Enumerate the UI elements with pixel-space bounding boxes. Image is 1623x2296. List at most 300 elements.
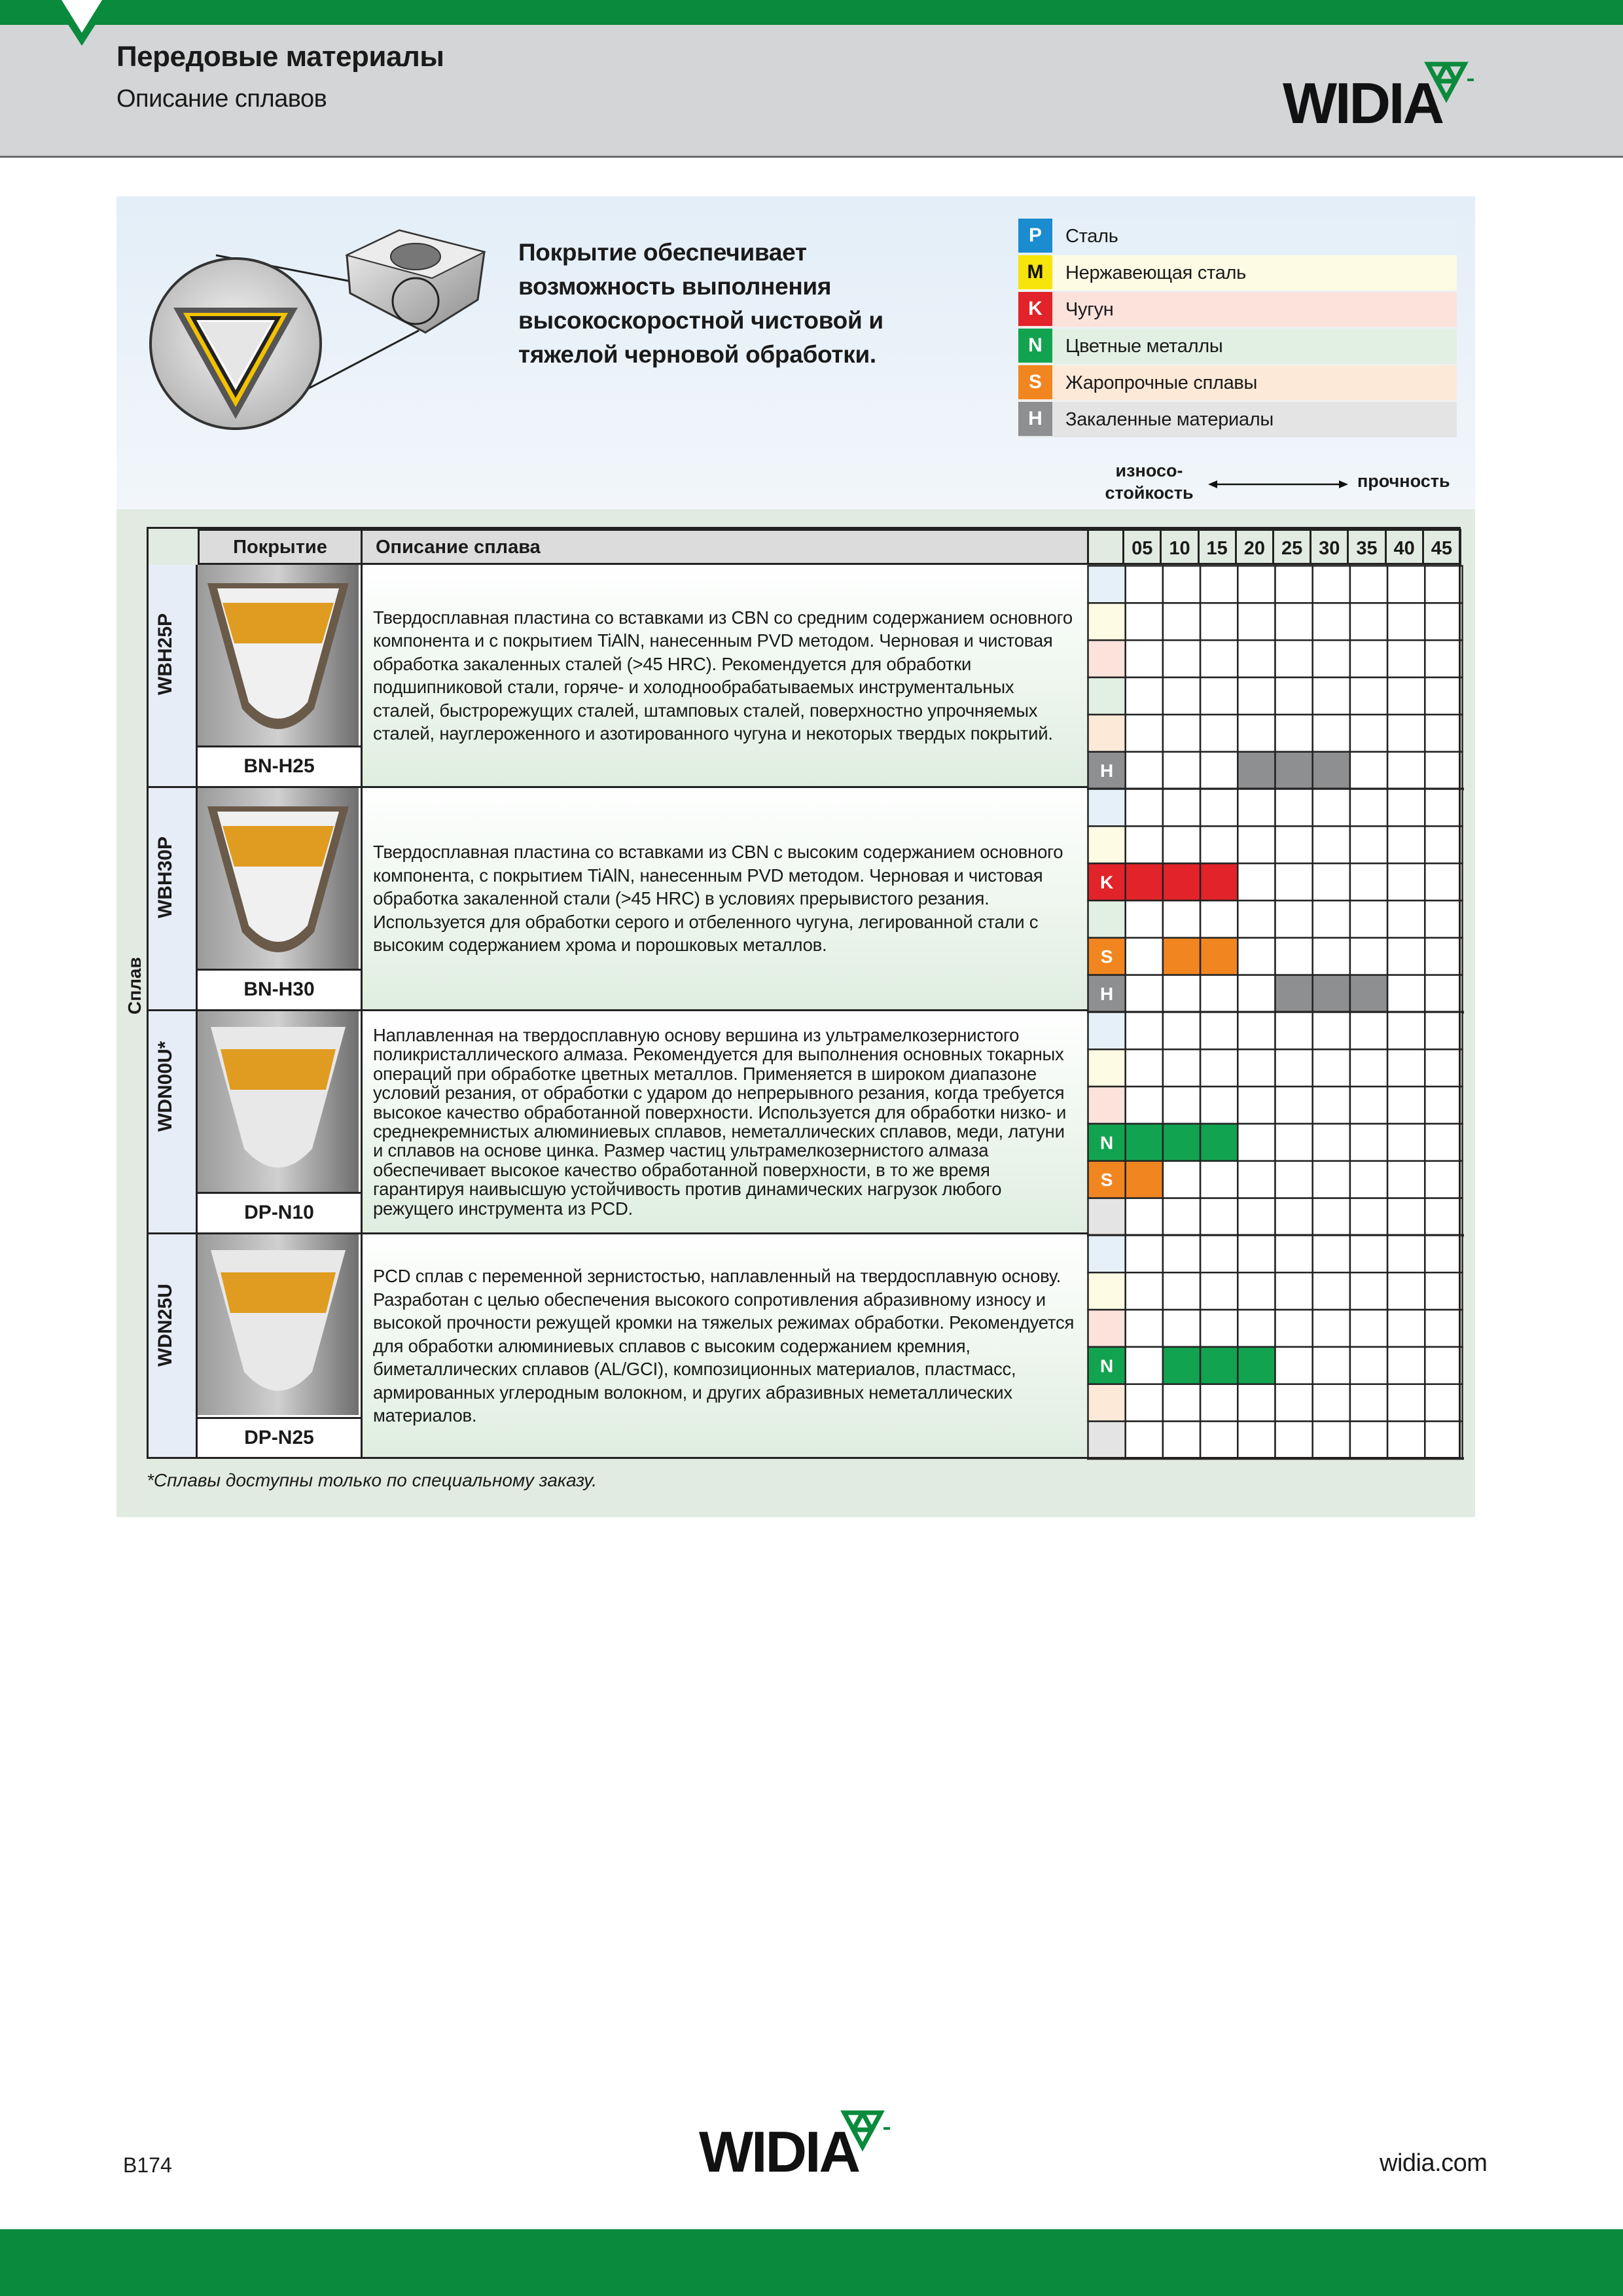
grade-cell bbox=[1350, 715, 1387, 752]
grade-cell bbox=[1425, 1049, 1462, 1086]
material-code-label: H bbox=[1099, 761, 1114, 781]
legend-label: Жаропрочные сплавы bbox=[1065, 372, 1258, 393]
grade-cell bbox=[1425, 1310, 1462, 1347]
grade-cell bbox=[1238, 901, 1275, 938]
grade-cell-active bbox=[1126, 1124, 1163, 1161]
grade-cell bbox=[1200, 1384, 1238, 1422]
grade-cell bbox=[1313, 1310, 1350, 1347]
legend-item bbox=[1018, 255, 1457, 291]
grade-cell bbox=[1200, 1161, 1238, 1198]
grade-cell bbox=[1275, 1310, 1313, 1347]
grade-cell bbox=[1350, 1347, 1387, 1384]
grade-cell bbox=[1126, 1235, 1163, 1272]
grade-cell bbox=[1350, 863, 1387, 901]
material-code-cell bbox=[1088, 1422, 1126, 1459]
bottom-accent-bar bbox=[0, 2229, 1623, 2296]
grade-cell bbox=[1163, 901, 1200, 938]
insert-profile-icon bbox=[198, 1234, 359, 1415]
grade-cell bbox=[1387, 938, 1425, 975]
grade-cell-active bbox=[1275, 975, 1313, 1013]
grade-cell bbox=[1350, 677, 1387, 715]
grade-cell bbox=[1350, 1384, 1387, 1422]
page-subtitle: Описание сплавов bbox=[116, 85, 327, 113]
grade-cell bbox=[1387, 1272, 1425, 1310]
grade-header-cell: 30 bbox=[1311, 529, 1349, 565]
grade-cell bbox=[1163, 826, 1200, 863]
grade-cell bbox=[1275, 901, 1313, 938]
grade-cell bbox=[1163, 1310, 1200, 1347]
grade-cell bbox=[1200, 789, 1238, 826]
grade-cell bbox=[1238, 975, 1275, 1013]
grade-cell bbox=[1425, 1347, 1462, 1384]
grade-cell bbox=[1387, 1310, 1425, 1347]
grade-cell bbox=[1126, 826, 1163, 863]
grade-cell bbox=[1313, 901, 1350, 938]
legend-code-badge: H bbox=[1018, 402, 1052, 436]
table-row bbox=[147, 565, 1089, 788]
brand-logo-text: WIDIA bbox=[1283, 71, 1443, 132]
grade-cell bbox=[1425, 1272, 1462, 1310]
grade-cell bbox=[1350, 1124, 1387, 1161]
grade-cell bbox=[1350, 752, 1387, 789]
grade-cell bbox=[1238, 1384, 1275, 1422]
material-code-cell bbox=[1088, 1235, 1126, 1272]
grade-cell bbox=[1238, 826, 1275, 863]
grade-cell bbox=[1238, 715, 1275, 752]
grade-cell-active bbox=[1238, 1347, 1275, 1384]
grade-cell bbox=[1425, 1198, 1462, 1236]
grade-cell-active bbox=[1238, 752, 1275, 789]
grade-cell bbox=[1313, 1235, 1350, 1272]
grade-cell bbox=[1275, 603, 1313, 640]
material-code-label: N bbox=[1099, 1132, 1114, 1153]
alloy-side-label: Сплав bbox=[124, 957, 145, 1014]
grade-cell bbox=[1313, 566, 1350, 603]
grade-cell bbox=[1387, 1198, 1425, 1236]
grade-cell bbox=[1126, 566, 1163, 603]
grade-cell bbox=[1200, 1310, 1238, 1347]
scale-arrow-icon bbox=[1208, 478, 1348, 491]
grade-cell bbox=[1387, 863, 1425, 901]
insert-cell bbox=[198, 565, 363, 786]
grade-cell bbox=[1126, 1086, 1163, 1124]
grade-cell-active bbox=[1163, 1347, 1200, 1384]
grade-cell bbox=[1425, 826, 1462, 863]
grade-cell bbox=[1200, 1422, 1238, 1459]
grade-cell bbox=[1275, 1384, 1313, 1422]
grade-cell bbox=[1350, 1235, 1387, 1272]
grade-cell bbox=[1200, 1235, 1238, 1272]
material-code-cell bbox=[1088, 789, 1126, 826]
legend-code-badge: P bbox=[1018, 219, 1052, 253]
grade-cell bbox=[1350, 1310, 1387, 1347]
grade-cell bbox=[1387, 1049, 1425, 1086]
grade-cell bbox=[1275, 1422, 1313, 1459]
grade-cell bbox=[1163, 1422, 1200, 1459]
grade-cell bbox=[1387, 1384, 1425, 1422]
grade-cell bbox=[1275, 938, 1313, 975]
grade-cell bbox=[1350, 1049, 1387, 1086]
header-corner-mark bbox=[52, 0, 111, 52]
grade-cell bbox=[1200, 975, 1238, 1013]
insert-code: BN-H25 bbox=[198, 745, 361, 786]
grade-cell bbox=[1313, 1049, 1350, 1086]
grade-cell bbox=[1275, 566, 1313, 603]
grade-cell bbox=[1275, 1347, 1313, 1384]
grade-cell bbox=[1200, 826, 1238, 863]
grade-cell bbox=[1200, 1049, 1238, 1086]
grade-cell bbox=[1275, 1272, 1313, 1310]
grade-cell bbox=[1313, 1384, 1350, 1422]
material-code-cell bbox=[1088, 1012, 1126, 1049]
grade-cell bbox=[1275, 640, 1313, 677]
page-title: Передовые материалы bbox=[116, 41, 444, 73]
material-code-label: S bbox=[1100, 1170, 1113, 1191]
grade-cell bbox=[1275, 789, 1313, 826]
material-code-cell bbox=[1088, 901, 1126, 938]
grade-cell bbox=[1387, 826, 1425, 863]
grade-cell bbox=[1275, 1012, 1313, 1049]
grade-cell bbox=[1163, 1384, 1200, 1422]
grade-cell bbox=[1163, 1161, 1200, 1198]
grade-cell bbox=[1387, 1235, 1425, 1272]
grade-name-cell bbox=[147, 565, 198, 786]
grade-header-cell: 20 bbox=[1237, 529, 1274, 565]
legend-item bbox=[1018, 402, 1457, 437]
grade-cell bbox=[1387, 1347, 1425, 1384]
top-accent-bar bbox=[0, 0, 1623, 25]
insert-profile-icon bbox=[198, 1011, 359, 1192]
material-code-label: K bbox=[1099, 872, 1114, 893]
grade-cell bbox=[1313, 1124, 1350, 1161]
grade-cell bbox=[1163, 789, 1200, 826]
grade-cell bbox=[1425, 1012, 1462, 1049]
grade-cell bbox=[1126, 938, 1163, 975]
material-code-cell bbox=[1088, 1272, 1126, 1310]
grade-cell bbox=[1200, 603, 1238, 640]
grade-cell bbox=[1275, 1086, 1313, 1124]
grade-cell bbox=[1313, 789, 1350, 826]
grade-cell bbox=[1238, 789, 1275, 826]
grade-cell bbox=[1425, 1086, 1462, 1124]
grade-cell bbox=[1313, 603, 1350, 640]
grade-cell bbox=[1163, 640, 1200, 677]
grade-cell bbox=[1163, 1235, 1200, 1272]
grade-cell bbox=[1425, 752, 1462, 789]
grade-cell bbox=[1238, 1422, 1275, 1459]
grade-cell bbox=[1126, 1049, 1163, 1086]
material-code-cell bbox=[1088, 1086, 1126, 1124]
grade-cell bbox=[1387, 789, 1425, 826]
grade-cell bbox=[1200, 715, 1238, 752]
grade-cell bbox=[1163, 1012, 1200, 1049]
grade-cell-active bbox=[1163, 863, 1200, 901]
grade-name: WDN25U bbox=[154, 1283, 176, 1367]
grade-cell bbox=[1387, 566, 1425, 603]
material-code-label: H bbox=[1099, 984, 1114, 1005]
grade-cell bbox=[1425, 603, 1462, 640]
grade-cell bbox=[1238, 1124, 1275, 1161]
grade-cell bbox=[1126, 603, 1163, 640]
alloy-description bbox=[363, 1011, 1089, 1232]
grade-cell bbox=[1350, 826, 1387, 863]
grade-cell bbox=[1238, 938, 1275, 975]
grade-cell bbox=[1200, 640, 1238, 677]
alloy-description-text: Твердосплавная пластина со вставками из CBN со средним содержанием основного компонента и с покрытием TiAlN, нанесенным PVD методом. Черновая и чистовая обработка закаленных сталей (>45 HRC). Рекомендуется для обработки подшипниковой стали, горяче- и холоднообрабатываемых инструментальных сталей, быстрорежущих сталей, штамповых сталей, поверхностно упрочняемых сталей, науглероженного и азотированного чугуна и некоторых твердых покрытий. bbox=[373, 607, 1073, 744]
grade-cell bbox=[1200, 752, 1238, 789]
grade-cell bbox=[1350, 1161, 1387, 1198]
grade-cell bbox=[1200, 1198, 1238, 1236]
grade-cell bbox=[1425, 863, 1462, 901]
grade-cell bbox=[1238, 1272, 1275, 1310]
legend-item bbox=[1018, 219, 1457, 254]
grade-cell bbox=[1313, 826, 1350, 863]
insert-profile-icon bbox=[198, 565, 359, 745]
material-code-cell bbox=[1088, 1049, 1126, 1086]
grade-cell bbox=[1163, 975, 1200, 1013]
grade-cell bbox=[1313, 1161, 1350, 1198]
grade-cell bbox=[1275, 863, 1313, 901]
grade-name: WBH30P bbox=[154, 836, 176, 918]
grade-cell bbox=[1425, 1124, 1462, 1161]
grade-cell bbox=[1275, 1161, 1313, 1198]
grade-cell bbox=[1313, 715, 1350, 752]
grade-cell bbox=[1275, 1049, 1313, 1086]
grade-header-cell: 35 bbox=[1349, 529, 1386, 565]
grade-cell-active bbox=[1200, 1124, 1238, 1161]
insert-illustration bbox=[137, 216, 504, 452]
material-code-cell bbox=[1088, 603, 1126, 640]
grade-cell bbox=[1126, 1198, 1163, 1236]
insert-code: BN-H30 bbox=[198, 969, 361, 1009]
grade-cell bbox=[1238, 1161, 1275, 1198]
grade-cell bbox=[1425, 715, 1462, 752]
grade-header-cell: 25 bbox=[1274, 529, 1311, 565]
grade-cell bbox=[1350, 901, 1387, 938]
grade-cell bbox=[1238, 1086, 1275, 1124]
grade-header-cell: 05 bbox=[1124, 529, 1162, 565]
material-code-cell bbox=[1088, 566, 1126, 603]
grade-cell bbox=[1163, 603, 1200, 640]
grade-cell bbox=[1350, 603, 1387, 640]
grade-cell bbox=[1387, 901, 1425, 938]
grade-cell bbox=[1313, 1272, 1350, 1310]
grade-cell bbox=[1350, 938, 1387, 975]
material-code-cell bbox=[1088, 826, 1126, 863]
legend-label: Нержавеющая сталь bbox=[1065, 262, 1246, 283]
legend-label: Закаленные материалы bbox=[1065, 409, 1274, 430]
grade-cell bbox=[1350, 1198, 1387, 1236]
grade-cell bbox=[1126, 752, 1163, 789]
material-code-label: S bbox=[1100, 946, 1113, 967]
grade-cell bbox=[1387, 752, 1425, 789]
grade-cell bbox=[1163, 1272, 1200, 1310]
legend-code-badge: M bbox=[1018, 255, 1052, 289]
grade-cell bbox=[1425, 1384, 1462, 1422]
grade-cell bbox=[1238, 1198, 1275, 1236]
grade-cell bbox=[1350, 566, 1387, 603]
grade-name-cell bbox=[147, 788, 198, 1009]
grade-cell bbox=[1350, 789, 1387, 826]
grade-cell bbox=[1238, 677, 1275, 715]
grade-cell bbox=[1425, 1161, 1462, 1198]
grade-cell bbox=[1126, 1347, 1163, 1384]
grade-cell bbox=[1313, 677, 1350, 715]
grade-cell-active bbox=[1200, 863, 1238, 901]
grade-cell bbox=[1126, 789, 1163, 826]
grade-cell bbox=[1425, 1235, 1462, 1272]
insert-cell bbox=[198, 788, 363, 1009]
grade-cell bbox=[1350, 1012, 1387, 1049]
grade-cell bbox=[1238, 603, 1275, 640]
grade-cell bbox=[1200, 566, 1238, 603]
legend-label: Сталь bbox=[1065, 226, 1118, 247]
grade-cell-active bbox=[1126, 1161, 1163, 1198]
alloy-description bbox=[363, 1234, 1089, 1458]
grade-cell bbox=[1313, 1086, 1350, 1124]
material-code-cell bbox=[1088, 1384, 1126, 1422]
grade-cell bbox=[1275, 677, 1313, 715]
grade-cell bbox=[1238, 863, 1275, 901]
grade-cell bbox=[1313, 863, 1350, 901]
grade-cell bbox=[1275, 826, 1313, 863]
alloy-description bbox=[363, 788, 1089, 1009]
widia-logo-footer bbox=[699, 2109, 895, 2181]
material-code-cell bbox=[1088, 640, 1126, 677]
grade-cell bbox=[1425, 566, 1462, 603]
grade-cell bbox=[1387, 640, 1425, 677]
brand-logo-text: WIDIA bbox=[699, 2119, 859, 2181]
grade-cell bbox=[1200, 1272, 1238, 1310]
grade-cell bbox=[1238, 1012, 1275, 1049]
grade-header-cell: 15 bbox=[1200, 529, 1237, 565]
grade-name: WDN00U* bbox=[154, 1041, 176, 1132]
grade-name-cell bbox=[147, 1234, 198, 1458]
grade-cell bbox=[1126, 1272, 1163, 1310]
grade-cell bbox=[1238, 1310, 1275, 1347]
grade-cell bbox=[1126, 901, 1163, 938]
grade-cell bbox=[1425, 640, 1462, 677]
grade-cell-active bbox=[1126, 863, 1163, 901]
grade-cell bbox=[1313, 1012, 1350, 1049]
material-code-cell bbox=[1088, 1198, 1126, 1236]
grade-cell bbox=[1387, 975, 1425, 1013]
grade-cell-active bbox=[1313, 975, 1350, 1013]
grade-cell bbox=[1126, 677, 1163, 715]
grade-cell bbox=[1387, 715, 1425, 752]
grade-cell bbox=[1126, 1422, 1163, 1459]
legend-item bbox=[1018, 365, 1457, 401]
grade-cell bbox=[1275, 1198, 1313, 1236]
grade-cell bbox=[1126, 640, 1163, 677]
grade-cell bbox=[1238, 640, 1275, 677]
grade-cell-active bbox=[1275, 752, 1313, 789]
website-link[interactable]: widia.com bbox=[1380, 2149, 1488, 2177]
grade-cell bbox=[1313, 640, 1350, 677]
legend-item bbox=[1018, 329, 1457, 364]
grade-cell bbox=[1313, 1422, 1350, 1459]
intro-tagline: Покрытие обеспечивает возможность выполнения высокоскоростной чистовой и тяжелой черновой обработки. bbox=[518, 239, 883, 368]
column-header-coating: Покрытие bbox=[198, 529, 363, 565]
grade-cell-active bbox=[1163, 1124, 1200, 1161]
grade-cell bbox=[1200, 677, 1238, 715]
grade-cell bbox=[1238, 1049, 1275, 1086]
grade-cell bbox=[1350, 640, 1387, 677]
grade-cell bbox=[1425, 975, 1462, 1013]
insert-cell bbox=[198, 1011, 363, 1232]
grade-cell bbox=[1126, 975, 1163, 1013]
grade-cell bbox=[1425, 938, 1462, 975]
grade-cell bbox=[1387, 1422, 1425, 1459]
scale-wear-resistance: износо-стойкость bbox=[1105, 461, 1194, 503]
grade-cell bbox=[1200, 1012, 1238, 1049]
legend-code-badge: S bbox=[1018, 365, 1052, 399]
material-code-cell bbox=[1088, 1310, 1126, 1347]
grade-cell bbox=[1350, 1422, 1387, 1459]
grade-cell bbox=[1163, 566, 1200, 603]
material-code-label: N bbox=[1099, 1355, 1114, 1376]
grade-cell bbox=[1387, 603, 1425, 640]
grade-cell-active bbox=[1313, 752, 1350, 789]
grade-cell bbox=[1126, 1384, 1163, 1422]
grade-cell bbox=[1200, 1086, 1238, 1124]
grade-header-cell: 10 bbox=[1162, 529, 1199, 565]
grade-header-blank bbox=[1087, 529, 1124, 565]
page-number: B174 bbox=[123, 2153, 172, 2177]
grade-cell bbox=[1313, 938, 1350, 975]
grade-cell bbox=[1387, 1161, 1425, 1198]
grade-cell bbox=[1238, 566, 1275, 603]
grade-cell bbox=[1163, 715, 1200, 752]
grade-name-cell bbox=[147, 1011, 198, 1232]
grade-cell bbox=[1238, 1235, 1275, 1272]
grade-cell bbox=[1387, 677, 1425, 715]
grade-cell-active bbox=[1200, 938, 1238, 975]
grade-cell bbox=[1425, 901, 1462, 938]
alloy-description bbox=[363, 565, 1089, 786]
grade-name: WBH25P bbox=[154, 613, 176, 695]
material-code-cell bbox=[1088, 677, 1126, 715]
grade-cell bbox=[1163, 677, 1200, 715]
grade-cell bbox=[1126, 1310, 1163, 1347]
grade-cell bbox=[1163, 1086, 1200, 1124]
grade-cell-active bbox=[1200, 1347, 1238, 1384]
alloy-description-text: PCD сплав с переменной зернистостью, наплавленный на твердосплавную основу. Разработан с целью обеспечения высокого сопротивления абразивному износу и высокой прочности режущей кромки на тяжелых режимах обработки. Рекомендуется для обработки алюминиевых сплавов с высоким содержанием кремния, биметаллических сплавов (AL/GCI), композиционных материалов, пластмасс, армированных углеродным волокном, и других абразивных неметаллических материалов. bbox=[373, 1266, 1075, 1426]
grade-cell bbox=[1126, 1012, 1163, 1049]
column-header-description: Описание сплава bbox=[363, 529, 1089, 565]
table-row bbox=[147, 1234, 1089, 1458]
grade-cell-active bbox=[1350, 975, 1387, 1013]
scale-strength: прочность bbox=[1357, 471, 1450, 491]
grade-cell bbox=[1163, 752, 1200, 789]
grade-cell bbox=[1163, 1198, 1200, 1236]
grade-header-cell: 40 bbox=[1387, 529, 1424, 565]
legend-code-badge: N bbox=[1018, 329, 1052, 363]
grade-cell bbox=[1313, 1347, 1350, 1384]
table-row bbox=[147, 788, 1089, 1011]
grade-cell bbox=[1350, 1086, 1387, 1124]
insert-cell bbox=[198, 1234, 363, 1458]
grade-cell bbox=[1387, 1124, 1425, 1161]
grade-cell-active bbox=[1163, 938, 1200, 975]
grade-cell bbox=[1313, 1198, 1350, 1236]
grade-cell bbox=[1275, 715, 1313, 752]
widia-logo-header bbox=[1283, 60, 1479, 132]
grade-cell bbox=[1425, 677, 1462, 715]
insert-code: DP-N10 bbox=[198, 1192, 361, 1232]
grade-cell bbox=[1200, 901, 1238, 938]
grade-cell bbox=[1387, 1012, 1425, 1049]
